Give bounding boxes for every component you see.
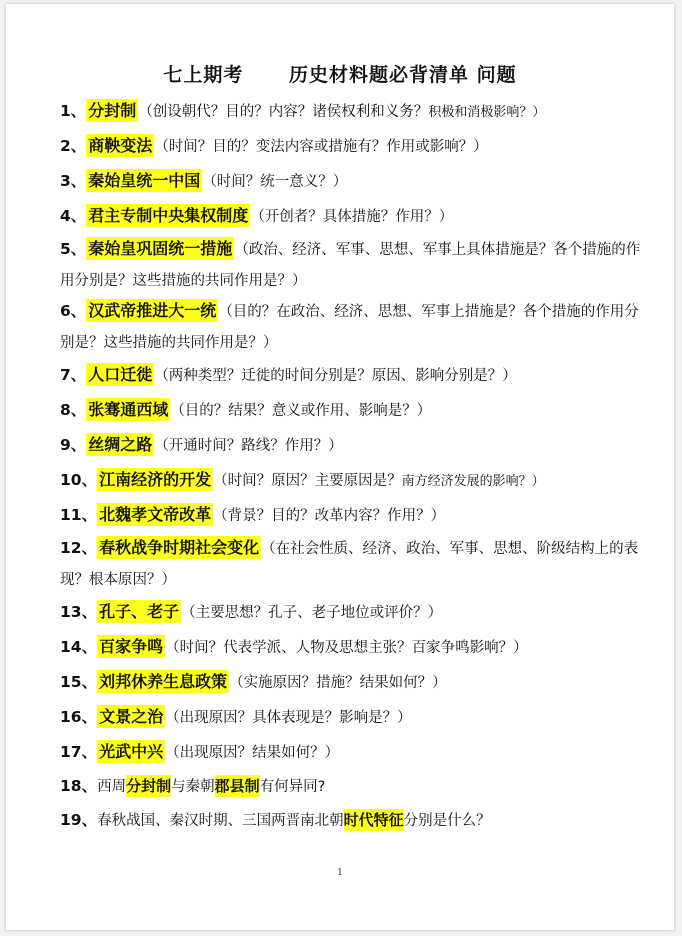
page-number: 1 — [337, 868, 343, 878]
list-item: 5、 秦始皇巩固统一措施 （政治、经济、军事、思想、军事上具体措施是？各个措施的作用分别是？这些措施的共同作用是？） — [60, 239, 641, 289]
list-item: 17、 光武中兴 （出现原因？结果如何？） — [60, 742, 340, 761]
highlighted-topic: 商鞅变法 — [88, 136, 153, 155]
list-item: 11、 北魏孝文帝改革 （背景？目的？改革内容？作用？） — [60, 505, 446, 524]
highlighted-topic: 张骞通西域 — [88, 400, 169, 419]
document-page — [6, 4, 674, 930]
highlighted-topic: 文景之治 — [99, 707, 164, 726]
highlighted-topic: 汉武帝推进大一统 — [88, 301, 217, 320]
title-left: 七上期考 — [163, 64, 244, 86]
highlighted-topic: 秦始皇巩固统一措施 — [88, 239, 233, 258]
highlighted-topic: 春秋战争时期社会变化 — [99, 538, 260, 557]
highlighted-topic: 孔子、老子 — [99, 602, 180, 621]
highlighted-topic: 江南经济的开发 — [99, 470, 212, 489]
highlighted-topic: 君主专制中央集权制度 — [88, 206, 249, 225]
highlighted-topic: 丝绸之路 — [88, 435, 153, 454]
highlighted-topic: 刘邦休养生息政策 — [99, 672, 228, 691]
list-item: 15、 刘邦休养生息政策 （实施原因？措施？结果如何？） — [60, 672, 447, 691]
list-item: 1、 分封制 （创设朝代？目的？内容？诸侯权利和义务？积极和消极影响？） — [60, 101, 546, 120]
highlighted-topic: 光武中兴 — [99, 742, 164, 761]
list-item: 13、 孔子、老子 （主要思想？孔子、老子地位或评价？） — [60, 602, 443, 621]
list-item: 18、西周分封制与秦朝郡县制有何异同? — [60, 777, 326, 795]
list-item: 19、春秋战国、秦汉时期、三国两晋南北朝时代特征分别是什么？ — [60, 811, 491, 829]
list-item: 3、 秦始皇统一中国 （时间？统一意义？） — [60, 171, 348, 190]
highlighted-topic: 百家争鸣 — [99, 637, 164, 656]
highlighted-topic: 秦始皇统一中国 — [88, 171, 201, 190]
page-title — [6, 60, 674, 87]
list-item: 9、 丝绸之路 （开通时间？路线？作用？） — [60, 435, 343, 454]
highlighted-topic: 北魏孝文帝改革 — [99, 505, 212, 524]
highlighted-term: 郡县制 — [214, 777, 260, 795]
list-item: 6、 汉武帝推进大一统 （目的？在政治、经济、思想、军事上措施是？各个措施的作用分别是？这些措施的共同作用是？） — [60, 301, 639, 351]
list-item: 7、 人口迁徙 （两种类型？迁徙的时间分别是？原因、影响分别是？） — [60, 365, 517, 384]
list-item: 4、 君主专制中央集权制度 （开创者？具体措施？作用？） — [60, 206, 454, 225]
list-item: 12、 春秋战争时期社会变化 （在社会性质、经济、政治、军事、思想、阶级结构上的表现？根本原因？） — [60, 538, 639, 588]
highlighted-term: 分封制 — [126, 777, 172, 795]
title-right: 历史材料题必背清单 问题 — [289, 64, 517, 86]
highlighted-term: 时代特征 — [343, 811, 404, 829]
highlighted-topic: 分封制 — [88, 101, 137, 120]
list-item: 10、 江南经济的开发 （时间？原因？主要原因是？南方经济发展的影响？） — [60, 470, 545, 489]
list-item: 14、 百家争鸣 （时间？代表学派、人物及思想主张？百家争鸣影响？） — [60, 637, 528, 656]
list-item: 8、 张骞通西域 （目的？结果？意义或作用、影响是？） — [60, 400, 432, 419]
question-list — [60, 94, 650, 838]
highlighted-topic: 人口迁徙 — [88, 365, 153, 384]
list-item: 16、 文景之治 （出现原因？具体表现是？影响是？） — [60, 707, 412, 726]
list-item: 2、 商鞅变法 （时间？目的？变法内容或措施有？作用或影响？） — [60, 136, 488, 155]
